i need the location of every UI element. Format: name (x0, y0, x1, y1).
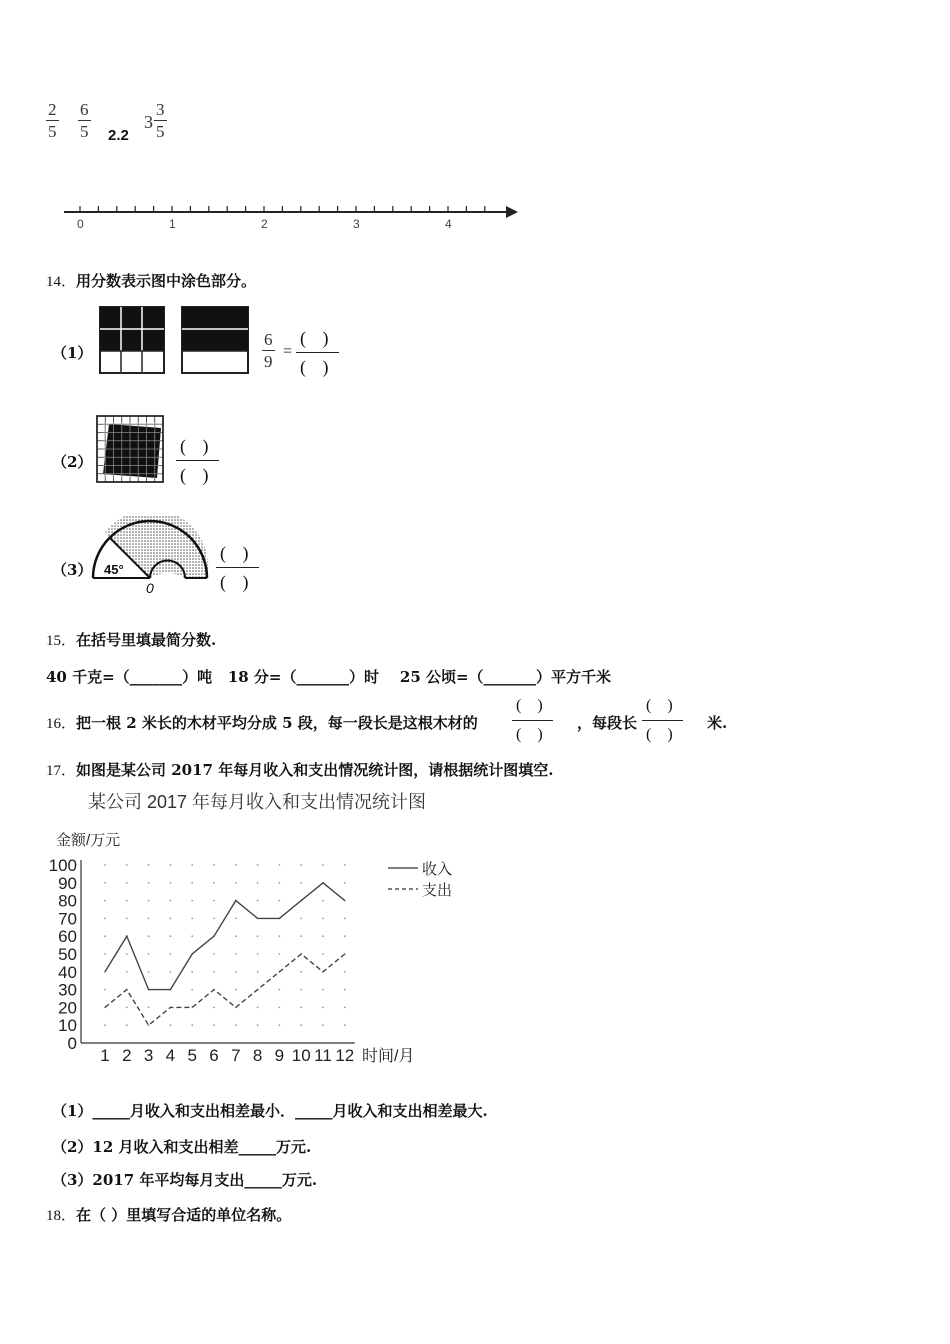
grid-dot (235, 953, 237, 955)
grid-dot (344, 882, 346, 884)
grid-dot (170, 864, 172, 866)
grid-dot (191, 971, 193, 973)
grid-dot (148, 864, 150, 866)
grid-dot (344, 918, 346, 920)
part-2-label: （2） (52, 453, 93, 471)
center-label: 0 (146, 580, 154, 596)
y-axis-label: 金额/万元 (56, 832, 121, 849)
y-tick-label: 70 (58, 909, 77, 929)
sector-figure (90, 516, 220, 596)
grid-dot (322, 989, 324, 991)
grid-dot (126, 864, 128, 866)
part-1-label: （1） (52, 344, 93, 362)
grid-dot (257, 1024, 259, 1026)
grid-dot (344, 971, 346, 973)
blank-numerator: ( ) (216, 541, 259, 568)
answer-blank-2[interactable] (176, 434, 219, 487)
x-tick-label: 5 (187, 1046, 197, 1065)
answer-blank-16a[interactable] (512, 694, 553, 747)
grid-dot (104, 882, 106, 884)
grid-dot (170, 971, 172, 973)
x-tick-label: 11 (314, 1046, 332, 1065)
grid-dot (279, 882, 281, 884)
grid-dot (191, 1024, 193, 1026)
grid-dot (257, 900, 259, 902)
denominator: 5 (48, 122, 57, 141)
grid-dot (322, 900, 324, 902)
given-fraction (262, 330, 275, 373)
grid-dot (300, 989, 302, 991)
grid-dot (257, 971, 259, 973)
question-17 (46, 759, 553, 780)
x-tick-label: 7 (231, 1046, 241, 1065)
grid-dot (279, 1007, 281, 1009)
chart-axes (81, 860, 355, 1043)
number-line-label: 2 (261, 217, 268, 231)
denominator: 9 (264, 352, 273, 371)
decimal-value: 2.2 (108, 127, 129, 144)
angle-label: 45° (104, 562, 124, 577)
question-number: 16． (46, 716, 77, 732)
grid-dot (300, 1007, 302, 1009)
grid-dot (126, 953, 128, 955)
blank-numerator: ( ) (176, 434, 219, 461)
y-tick-label: 30 (58, 980, 77, 1000)
blank-denominator: ( ) (516, 726, 549, 743)
bar-figure-1 (180, 305, 250, 375)
y-tick-label: 40 (58, 962, 77, 982)
grid-dot (257, 1007, 259, 1009)
numerator: 2 (48, 100, 57, 119)
grid-dot (344, 1024, 346, 1026)
blank-numerator: ( ) (512, 694, 553, 721)
grid-dot (300, 864, 302, 866)
mixed-whole: 3 (144, 112, 153, 132)
grid-dot (126, 1024, 128, 1026)
question-16-middle: ，每段长 (577, 714, 638, 732)
numerator: 3 (156, 100, 165, 119)
grid-dot (213, 953, 215, 955)
grid-dot (300, 935, 302, 937)
grid-dot (104, 900, 106, 902)
grid-dot (235, 935, 237, 937)
y-tick-labels (49, 856, 77, 1053)
grid-dot (148, 953, 150, 955)
grid-dot (148, 1024, 150, 1026)
denominator: 5 (156, 122, 165, 141)
grid-dot (148, 935, 150, 937)
legend-expense-label: 支出 (422, 882, 453, 899)
grid-dot (213, 864, 215, 866)
grid-dot (148, 1007, 150, 1009)
grid-dot (279, 900, 281, 902)
number-line-label: 1 (169, 217, 176, 231)
grid-dot (257, 953, 259, 955)
grid-dot (322, 864, 324, 866)
number-line-label: 3 (353, 217, 360, 231)
fraction-two-fifths (46, 100, 59, 143)
question-15-line: 40 千克=（_______）吨 18 分=（_______）时 25 公顷=（_______）平方千米 (46, 668, 612, 686)
grid-dot (170, 900, 172, 902)
number-line-arrow (506, 206, 518, 218)
chart-grid (104, 864, 346, 1026)
grid-dot (300, 918, 302, 920)
grid-dot (213, 971, 215, 973)
grid-dot (104, 1024, 106, 1026)
mixed-fraction-part (154, 100, 167, 143)
blank-numerator: ( ) (296, 326, 339, 353)
grid-dot (170, 1024, 172, 1026)
grid-dot (235, 1024, 237, 1026)
grid-dot (300, 1024, 302, 1026)
question-14 (46, 270, 256, 291)
x-tick-label: 10 (291, 1046, 311, 1065)
answer-blank-16b[interactable] (642, 694, 683, 747)
y-tick-label: 60 (58, 927, 77, 947)
x-tick-label: 9 (274, 1046, 285, 1065)
grid-dot (104, 935, 106, 937)
grid-dot (257, 882, 259, 884)
question-text-before: 把一根 2 米长的木材平均分成 5 段，每一段长是这根木材的 (76, 714, 478, 732)
grid-dot (191, 989, 193, 991)
blank-denominator: ( ) (220, 572, 255, 592)
grid-dot (300, 882, 302, 884)
answer-blank-1[interactable] (296, 326, 339, 379)
grid-dot (191, 882, 193, 884)
question-number: 14． (46, 274, 77, 290)
y-tick-label: 90 (58, 873, 77, 893)
grid-dot (213, 1007, 215, 1009)
question-18 (46, 1204, 291, 1225)
grid-dot (213, 1024, 215, 1026)
grid-dot (279, 953, 281, 955)
grid-dot (148, 918, 150, 920)
grid-dot (279, 935, 281, 937)
grid-dot (322, 918, 324, 920)
grid-dot (191, 935, 193, 937)
grid-dot (279, 989, 281, 991)
grid-dot (191, 918, 193, 920)
grid-dot (300, 971, 302, 973)
grid-dot (104, 989, 106, 991)
question-number: 17． (46, 763, 77, 779)
grid-dot (322, 1007, 324, 1009)
grid-dot (170, 918, 172, 920)
grid-dot (170, 953, 172, 955)
grid-figure-1 (98, 305, 168, 375)
grid-dot (344, 864, 346, 866)
income-expense-line-chart (40, 785, 470, 1070)
blank-numerator: ( ) (642, 694, 683, 721)
answer-blank-3[interactable] (216, 541, 259, 594)
question-16 (46, 712, 478, 733)
grid-dot (191, 864, 193, 866)
blank-denominator: ( ) (300, 357, 335, 377)
grid-dot (279, 1024, 281, 1026)
chart-title: 某公司 2017 年每月收入和支出情况统计图 (88, 792, 427, 812)
grid-dot (104, 953, 106, 955)
question-17-sub-2: （2）12 月收入和支出相差_____万元. (52, 1138, 312, 1156)
question-17-sub-3: （3）2017 年平均每月支出_____万元. (52, 1171, 318, 1189)
grid-dot (322, 1024, 324, 1026)
number-line-labels (77, 217, 452, 231)
grid-dot (213, 900, 215, 902)
x-axis-label: 时间/月 (362, 1048, 415, 1065)
x-tick-label: 6 (209, 1046, 219, 1065)
question-text: 在（ ）里填写合适的单位名称。 (76, 1206, 292, 1224)
y-tick-label: 50 (58, 945, 77, 964)
grid-dot (126, 918, 128, 920)
number-line-label: 4 (445, 217, 452, 231)
grid-figure-2 (95, 414, 167, 486)
grid-dot (213, 882, 215, 884)
question-17-sub-1: （1）_____月收入和支出相差最小．_____月收入和支出相差最大. (52, 1102, 488, 1120)
grid-dot (235, 971, 237, 973)
grid-dot (344, 1007, 346, 1009)
number-line (60, 196, 530, 236)
question-16-after: 米. (707, 714, 728, 732)
grid-dot (148, 900, 150, 902)
grid-dot (322, 953, 324, 955)
blank-denominator: ( ) (180, 465, 215, 485)
grid-dot (126, 882, 128, 884)
grid-dot (344, 935, 346, 937)
denominator: 5 (80, 122, 89, 141)
question-text: 如图是某公司 2017 年每月收入和支出情况统计图，请根据统计图填空. (76, 761, 554, 779)
fraction-six-fifths (78, 100, 91, 143)
y-tick-label: 10 (58, 1016, 77, 1036)
grid-dot (170, 935, 172, 937)
series-line-income (105, 883, 345, 990)
grid-dot (148, 971, 150, 973)
grid-dot (191, 900, 193, 902)
part-3-label: （3） (52, 561, 93, 579)
x-tick-label: 2 (122, 1046, 132, 1065)
grid-dot (344, 989, 346, 991)
question-text: 用分数表示图中涂色部分。 (76, 272, 257, 290)
grid-dot (235, 989, 237, 991)
x-tick-label: 1 (100, 1046, 110, 1065)
grid-dot (104, 918, 106, 920)
legend-income-label: 收入 (422, 861, 453, 878)
grid-dot (126, 971, 128, 973)
question-text: 在括号里填最简分数. (76, 631, 217, 649)
grid-dot (322, 935, 324, 937)
equals-sign: = (283, 343, 293, 360)
chart-series (105, 883, 345, 1025)
numerator: 6 (264, 330, 273, 349)
y-tick-label: 20 (58, 998, 77, 1018)
y-tick-label: 0 (67, 1034, 77, 1053)
x-tick-label: 4 (165, 1046, 176, 1065)
question-15 (46, 629, 216, 650)
series-line-expense (105, 954, 345, 1025)
x-tick-label: 3 (143, 1046, 154, 1065)
y-tick-label: 100 (48, 856, 77, 875)
y-tick-label: 80 (58, 891, 77, 911)
x-tick-label: 8 (252, 1046, 263, 1065)
chart-legend (388, 861, 452, 899)
x-tick-label: 12 (335, 1046, 355, 1065)
numerator: 6 (80, 100, 89, 119)
blank-denominator: ( ) (646, 726, 679, 743)
grid-dot (235, 882, 237, 884)
grid-dot (104, 864, 106, 866)
grid-dot (279, 864, 281, 866)
question-number: 15． (46, 633, 77, 649)
grid-dot (148, 882, 150, 884)
grid-dot (126, 900, 128, 902)
question-number: 18． (46, 1208, 77, 1224)
x-tick-labels (100, 1046, 354, 1065)
grid-dot (235, 918, 237, 920)
grid-dot (213, 918, 215, 920)
grid-dot (257, 864, 259, 866)
grid-dot (170, 882, 172, 884)
grid-dot (257, 935, 259, 937)
grid-dot (235, 864, 237, 866)
number-line-label: 0 (77, 217, 84, 231)
grid-dot (126, 1007, 128, 1009)
